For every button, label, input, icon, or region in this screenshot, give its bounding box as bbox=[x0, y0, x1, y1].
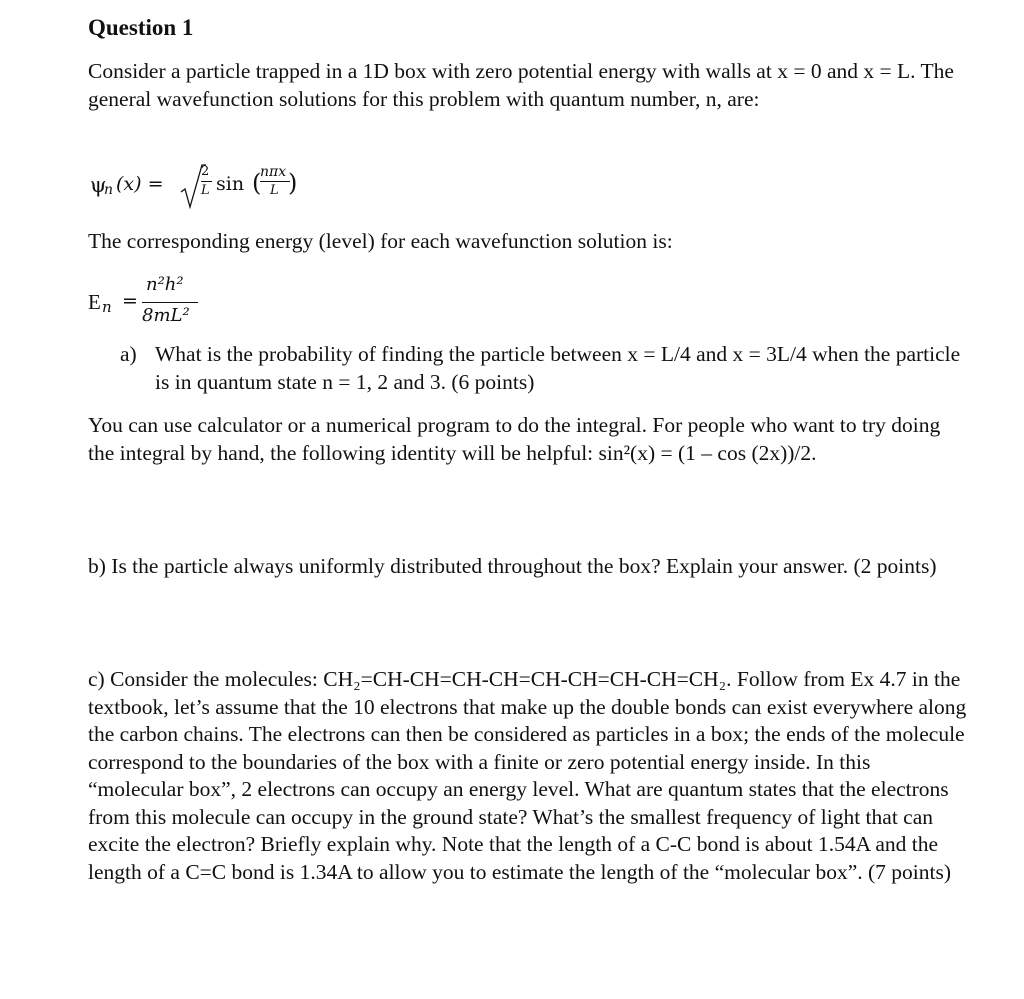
energy-equals: = bbox=[122, 290, 138, 312]
sin-fraction-bar bbox=[260, 181, 290, 182]
energy-symbol: E bbox=[88, 290, 101, 314]
sqrt-numerator: 2 bbox=[201, 164, 210, 179]
sin-argument-denominator: L bbox=[270, 183, 279, 198]
sqrt-denominator: L bbox=[201, 183, 210, 198]
part-a-text: What is the probability of finding the particle between x = L/4 and x = 3L/4 when the particle is in quantum state n = 1, 2 and 3. (6 points) bbox=[155, 342, 961, 394]
psi-symbol: ψ bbox=[90, 173, 107, 197]
energy-subscript: n bbox=[102, 298, 112, 316]
question-title: Question 1 bbox=[88, 15, 194, 40]
psi-subscript: n bbox=[104, 182, 114, 198]
close-paren: ) bbox=[288, 169, 298, 197]
wavefunction-equation bbox=[88, 160, 408, 210]
part-b-text: b) Is the particle always uniformly distributed throughout the box? Explain your answer. (2 points) bbox=[88, 554, 937, 578]
part-c-text: c) Consider the molecules: CH₂=CH-CH=CH-CH=CH-CH=CH-CH=CH₂. Follow from Ex 4.7 in the textbook, let’s assume that the 10 electrons that make up the double bonds can exist everywhere along the carbon chains. The electrons can then be considered as particles in a box; the ends of the molecule correspond to the boundaries of the box with a finite or zero potential energy inside. In this “molecular box”, 2 electrons can occupy an energy level. What are quantum states that the electrons from this molecule can occupy in the ground state? What’s the smallest frequency of light that can excite the electron? Briefly explain why. Note that the length of a C-C bond is about 1.54A and the length of a C=C bond is 1.34A to allow you to estimate the length of the “molecular box”. (7 points) bbox=[88, 667, 967, 884]
intro-paragraph: Consider a particle trapped in a 1D box with zero potential energy with walls at x = 0 and x = L. The general wavefunction solutions for this problem with quantum number, n, are: bbox=[88, 59, 954, 111]
calculator-note: You can use calculator or a numerical program to do the integral. For people who want to try doing the integral by hand, the following identity will be helpful: sin²(x) = (1 – cos (2x))/2. bbox=[88, 413, 941, 465]
part-a-label: a) bbox=[120, 342, 137, 366]
sin-argument-numerator: nπx bbox=[260, 164, 287, 180]
energy-intro-paragraph: The corresponding energy (level) for each wavefunction solution is: bbox=[88, 229, 673, 253]
energy-denominator: 8mL² bbox=[142, 305, 190, 326]
energy-equation bbox=[88, 270, 288, 332]
sin-function: sin bbox=[216, 173, 245, 195]
psi-argument: (x) = bbox=[116, 173, 164, 195]
sqrt-fraction-bar bbox=[201, 181, 212, 182]
energy-numerator: n²h² bbox=[146, 274, 184, 295]
open-paren: ( bbox=[252, 169, 262, 197]
energy-fraction-bar bbox=[142, 302, 198, 303]
